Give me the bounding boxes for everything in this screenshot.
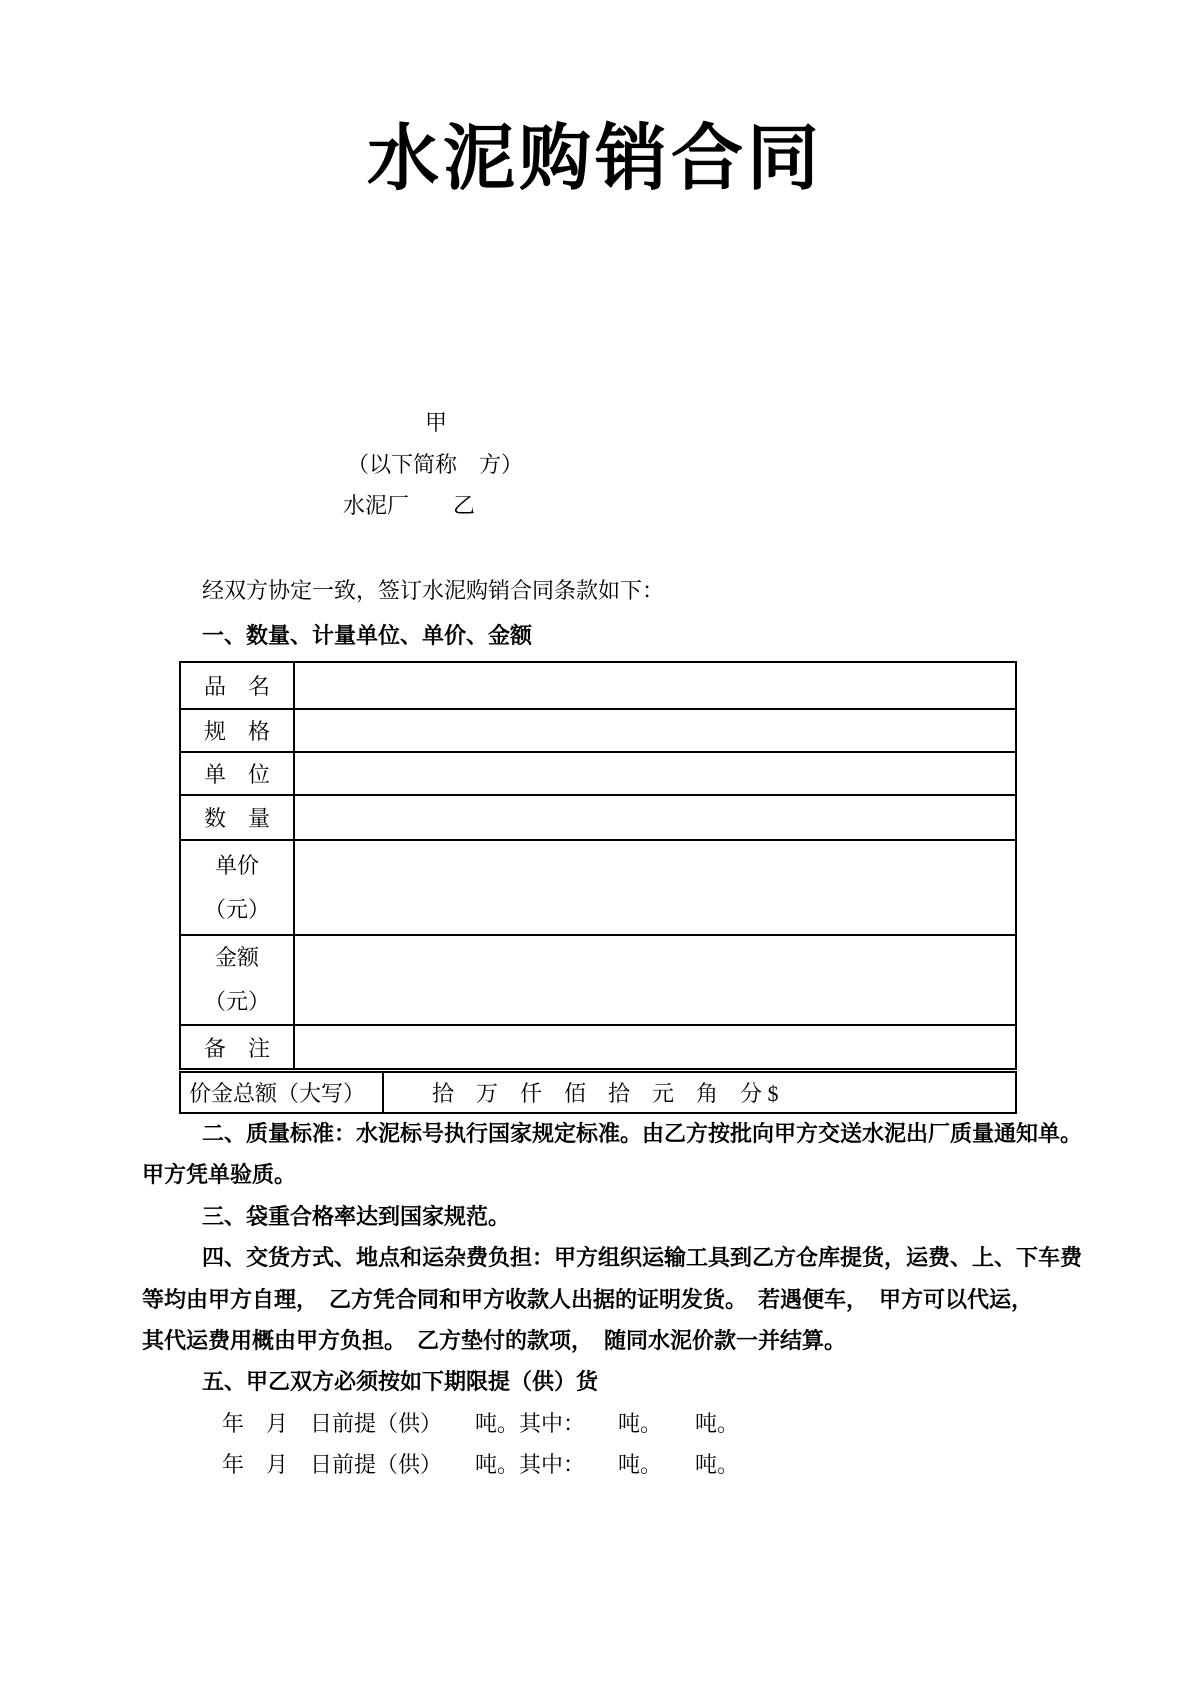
clause-3-line: 三、袋重合格率达到国家规范。 bbox=[202, 1203, 511, 1229]
amount-label-line1: 金额 bbox=[214, 945, 259, 970]
cell-amount-value[interactable] bbox=[294, 935, 1016, 1025]
row-label-product-name: 品 名 bbox=[180, 662, 294, 709]
items-table bbox=[179, 661, 1017, 1070]
total-amount-capital-digits[interactable]: 拾 万 仟 佰 拾 元 角 分 $ bbox=[383, 1072, 1016, 1113]
section-one-heading: 一、数量、计量单位、单价、金额 bbox=[202, 623, 533, 648]
table-row-unit bbox=[180, 752, 1016, 795]
row-label-spec: 规 格 bbox=[180, 709, 294, 752]
unit-price-label-line2: （元） bbox=[203, 896, 270, 922]
table-row-product-name bbox=[180, 662, 1016, 709]
row-label-amount bbox=[180, 935, 294, 1025]
cell-quantity-value[interactable] bbox=[294, 795, 1016, 840]
table-row-amount bbox=[180, 935, 1016, 1025]
total-amount-table bbox=[179, 1071, 1017, 1114]
cell-product-name-value[interactable] bbox=[294, 662, 1016, 709]
page-title: 水泥购销合同 bbox=[366, 119, 823, 199]
table-row-remarks bbox=[180, 1025, 1016, 1069]
clause-4-line-2: 等均由甲方自理， 乙方凭合同和甲方收款人出据的证明发货。 若遇便车， 甲方可以代运， bbox=[142, 1286, 1034, 1312]
cell-remarks-value[interactable] bbox=[294, 1025, 1016, 1069]
party-a-line: 甲 bbox=[425, 410, 448, 435]
clause-2-line-2: 甲方凭单验质。 bbox=[142, 1162, 297, 1188]
clause-4-line-3: 其代运费用概由甲方负担。 乙方垫付的款项， 随同水泥价款一并结算。 bbox=[142, 1328, 847, 1354]
cell-spec-value[interactable] bbox=[294, 709, 1016, 752]
row-label-quantity: 数 量 bbox=[180, 795, 294, 840]
amount-label-line2: （元） bbox=[203, 989, 270, 1014]
table-row-unit-price bbox=[180, 840, 1016, 935]
table-row-spec bbox=[180, 709, 1016, 752]
intro-paragraph: 经双方协定一致，签订水泥购销合同条款如下： bbox=[202, 578, 665, 603]
delivery-schedule-line-2[interactable]: 年 月 日前提（供） 吨。其中： 吨。 吨。 bbox=[222, 1452, 740, 1478]
row-label-unit-price bbox=[180, 840, 294, 935]
clause-5-line: 五、甲乙双方必须按如下期限提（供）货 bbox=[202, 1369, 599, 1395]
contract-clauses bbox=[142, 1113, 1082, 1486]
total-amount-label: 价金总额（大写） bbox=[180, 1072, 383, 1113]
party-block bbox=[142, 402, 523, 527]
cell-unit-value[interactable] bbox=[294, 752, 1016, 795]
party-b-line: 水泥厂 乙 bbox=[343, 493, 476, 518]
unit-price-label-line1: 单价 bbox=[214, 852, 259, 878]
delivery-schedule-line-1[interactable]: 年 月 日前提（供） 吨。其中： 吨。 吨。 bbox=[222, 1410, 740, 1436]
table-row-total-amount bbox=[180, 1072, 1016, 1113]
party-a-alias-line: （以下简称 方） bbox=[347, 451, 524, 477]
cell-unit-price-value[interactable] bbox=[294, 840, 1016, 935]
clause-4-line-1: 四、交货方式、地点和运杂费负担：甲方组织运输工具到乙方仓库提货，运费、上、下车费 bbox=[202, 1245, 1083, 1271]
row-label-unit: 单 位 bbox=[180, 752, 294, 795]
clause-2-line-1: 二、质量标准：水泥标号执行国家规定标准。由乙方按批向甲方交送水泥出厂质量通知单。 bbox=[202, 1121, 1083, 1146]
table-row-quantity bbox=[180, 795, 1016, 840]
row-label-remarks: 备 注 bbox=[180, 1025, 294, 1069]
